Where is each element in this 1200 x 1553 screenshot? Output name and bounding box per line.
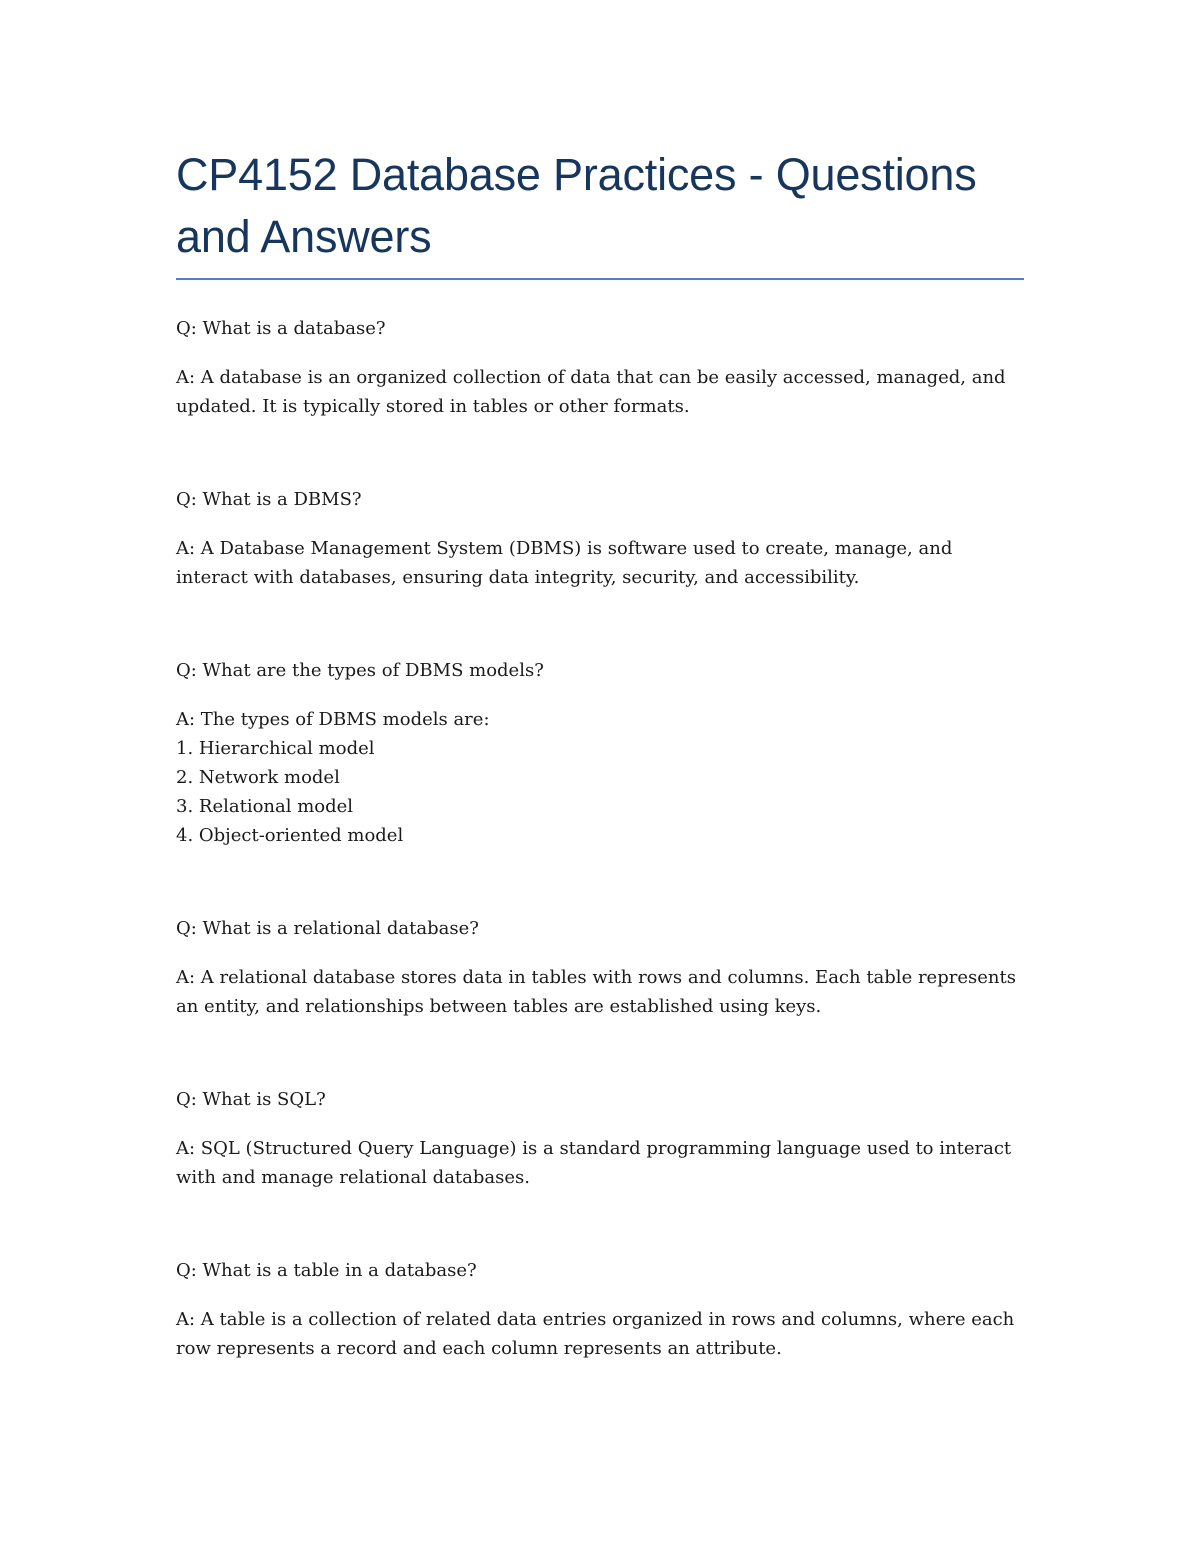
question-text: Q: What is a database? xyxy=(176,318,386,339)
answer-line: A: A database is an organized collection of data that can be easily accessed, managed, and updated. It is typically stored in tables or other formats. xyxy=(176,367,1006,417)
answer-text xyxy=(176,1305,1024,1363)
answer-line: A: A relational database stores data in tables with rows and columns. Each table represents an entity, and relationships between tables are established using keys. xyxy=(176,967,1016,1017)
answer-text xyxy=(176,705,1024,850)
document-title: CP4152 Database Practices - Questions and Answers xyxy=(176,144,1024,280)
answer-line: A: SQL (Structured Query Language) is a standard programming language used to interact with and manage relational databases. xyxy=(176,1138,1012,1188)
question-text: Q: What is a DBMS? xyxy=(176,489,362,510)
qa-item xyxy=(176,656,1024,850)
document-content xyxy=(176,144,1024,1427)
answer-list-item: 2. Network model xyxy=(176,767,340,788)
answer-list-item: 4. Object-oriented model xyxy=(176,825,404,846)
answer-line: A: A table is a collection of related data entries organized in rows and columns, where each row represents a record and each column represents an attribute. xyxy=(176,1309,1015,1359)
answer-text xyxy=(176,1134,1024,1192)
question-text: Q: What is a relational database? xyxy=(176,918,479,939)
answer-line: A: A Database Management System (DBMS) is software used to create, manage, and interact with databases, ensuring data integrity, security, and accessibility. xyxy=(176,538,953,588)
qa-item xyxy=(176,914,1024,1021)
question-text: Q: What is SQL? xyxy=(176,1089,326,1110)
qa-item xyxy=(176,1256,1024,1363)
answer-list-item: 3. Relational model xyxy=(176,796,354,817)
qa-list xyxy=(176,314,1024,1363)
qa-item xyxy=(176,314,1024,421)
answer-line: A: The types of DBMS models are: xyxy=(176,709,490,730)
answer-list-item: 1. Hierarchical model xyxy=(176,738,375,759)
answer-text xyxy=(176,534,1024,592)
answer-text xyxy=(176,963,1024,1021)
qa-item xyxy=(176,485,1024,592)
answer-text xyxy=(176,363,1024,421)
qa-item xyxy=(176,1085,1024,1192)
question-text: Q: What are the types of DBMS models? xyxy=(176,660,544,681)
question-text: Q: What is a table in a database? xyxy=(176,1260,477,1281)
